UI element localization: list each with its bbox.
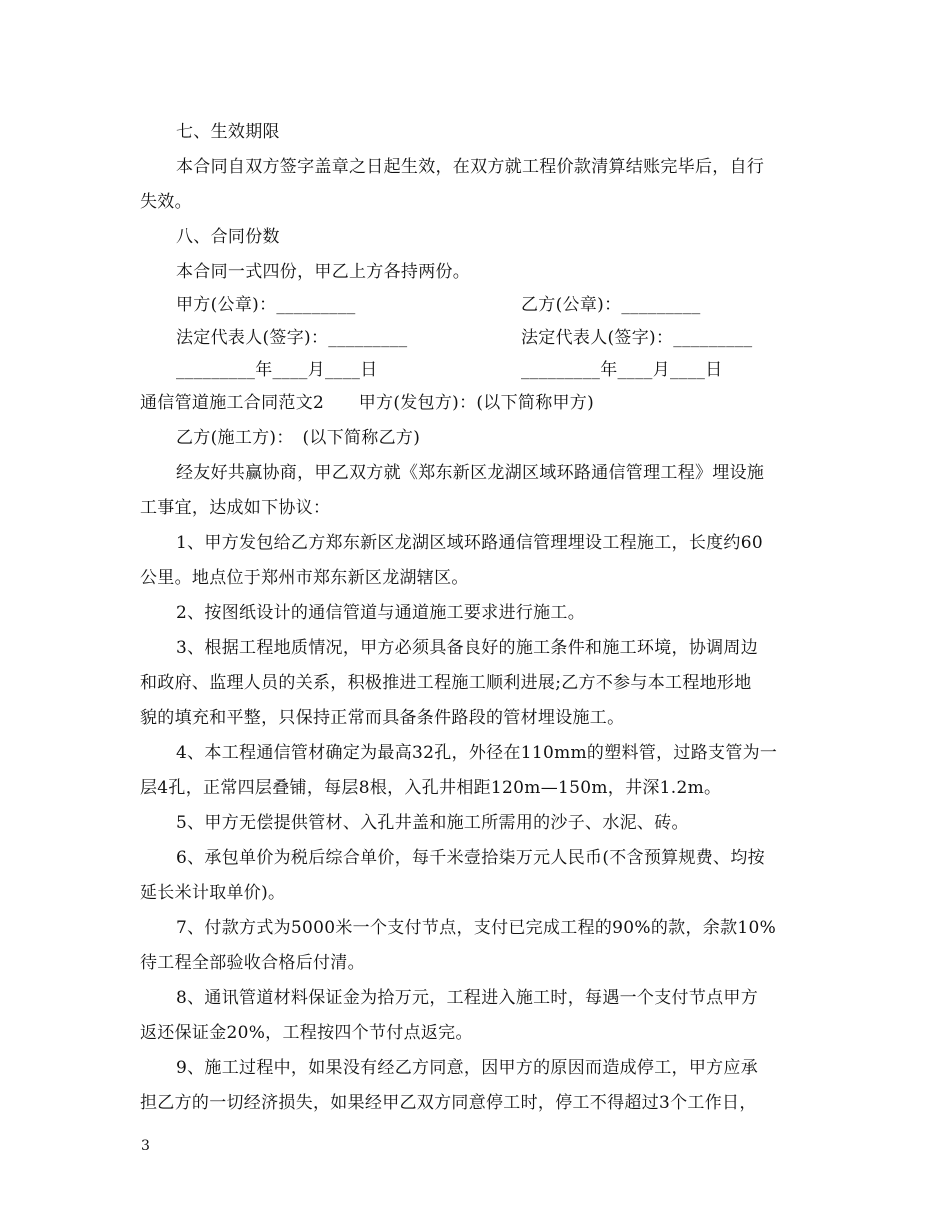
section-heading-copies: 八、合同份数 (176, 227, 280, 247)
party-a-representative-field: 法定代表人(签字)：_________ (176, 328, 408, 348)
clause-6-line: 延长米计取单价)。 (140, 883, 286, 903)
document-title-line: 通信管道施工合同范文2 甲方(发包方)：(以下简称甲方) (140, 393, 595, 413)
clause-9-line: 9、施工过程中，如果没有经乙方同意，因甲方的原因而造成停工，甲方应承 (176, 1058, 759, 1078)
clause-2-line: 2、按图纸设计的通信管道与通道施工要求进行施工。 (176, 603, 586, 623)
clause-6-line: 6、承包单价为税后综合单价，每千米壹拾柒万元人民币(不含预算规费、均按 (176, 848, 765, 868)
clause-4-line: 4、本工程通信管材确定为最高32孔，外径在110mm的塑料管，过路支管为一 (176, 743, 778, 763)
clause-8-line: 8、通讯管道材料保证金为拾万元，工程进入施工时，每遇一个支付节点甲方 (176, 988, 759, 1008)
page-number: 3 (141, 1138, 150, 1154)
section-heading-validity: 七、生效期限 (176, 122, 280, 142)
paragraph-line: 工事宜，达成如下协议： (140, 498, 331, 518)
clause-9-line: 担乙方的一切经济损失，如果经甲乙双方同意停工时，停工不得超过3个工作日， (140, 1093, 757, 1113)
clause-3-line: 3、根据工程地质情况，甲方必须具备良好的施工条件和施工环境，协调周边 (176, 638, 759, 658)
party-a-seal-field: 甲方(公章)：_________ (176, 295, 356, 315)
clause-4-line: 层4孔，正常四层叠铺，每层8根，入孔井相距120m—150m，井深1.2m。 (140, 778, 722, 798)
paragraph-line: 本合同自双方签字盖章之日起生效，在双方就工程价款清算结账完毕后，自行 (176, 157, 765, 177)
party-b-seal-field: 乙方(公章)：_________ (521, 295, 701, 315)
clause-7-line: 7、付款方式为5000米一个支付节点，支付已完成工程的90%的款，余款10% (176, 918, 777, 938)
paragraph-line: 经友好共赢协商，甲乙双方就《郑东新区龙湖区域环路通信管理工程》埋设施 (176, 463, 765, 483)
clause-1-line: 公里。地点位于郑州市郑东新区龙湖辖区。 (140, 568, 469, 588)
paragraph-line: 失效。 (140, 192, 192, 212)
paragraph-line: 本合同一式四份，甲乙上方各持两份。 (176, 262, 471, 282)
clause-1-line: 1、甲方发包给乙方郑东新区龙湖区域环路通信管理埋设工程施工，长度约60 (176, 533, 763, 553)
clause-8-line: 返还保证金20%，工程按四个节付点返完。 (140, 1023, 473, 1043)
clause-5-line: 5、甲方无偿提供管材、入孔井盖和施工所需用的沙子、水泥、砖。 (176, 813, 689, 833)
clause-7-line: 待工程全部验收合格后付清。 (140, 953, 365, 973)
clause-3-line: 和政府、监理人员的关系，积极推进工程施工顺利进展;乙方不参与本工程地形地 (140, 673, 752, 693)
clause-3-line: 貌的填充和平整，只保持正常而具备条件路段的管材埋设施工。 (140, 708, 625, 728)
paragraph-line: 乙方(施工方)： (以下简称乙方) (176, 428, 421, 448)
party-a-date-field: _________年____月____日 (176, 360, 378, 380)
party-b-representative-field: 法定代表人(签字)：_________ (521, 328, 753, 348)
party-b-date-field: _________年____月____日 (521, 360, 723, 380)
